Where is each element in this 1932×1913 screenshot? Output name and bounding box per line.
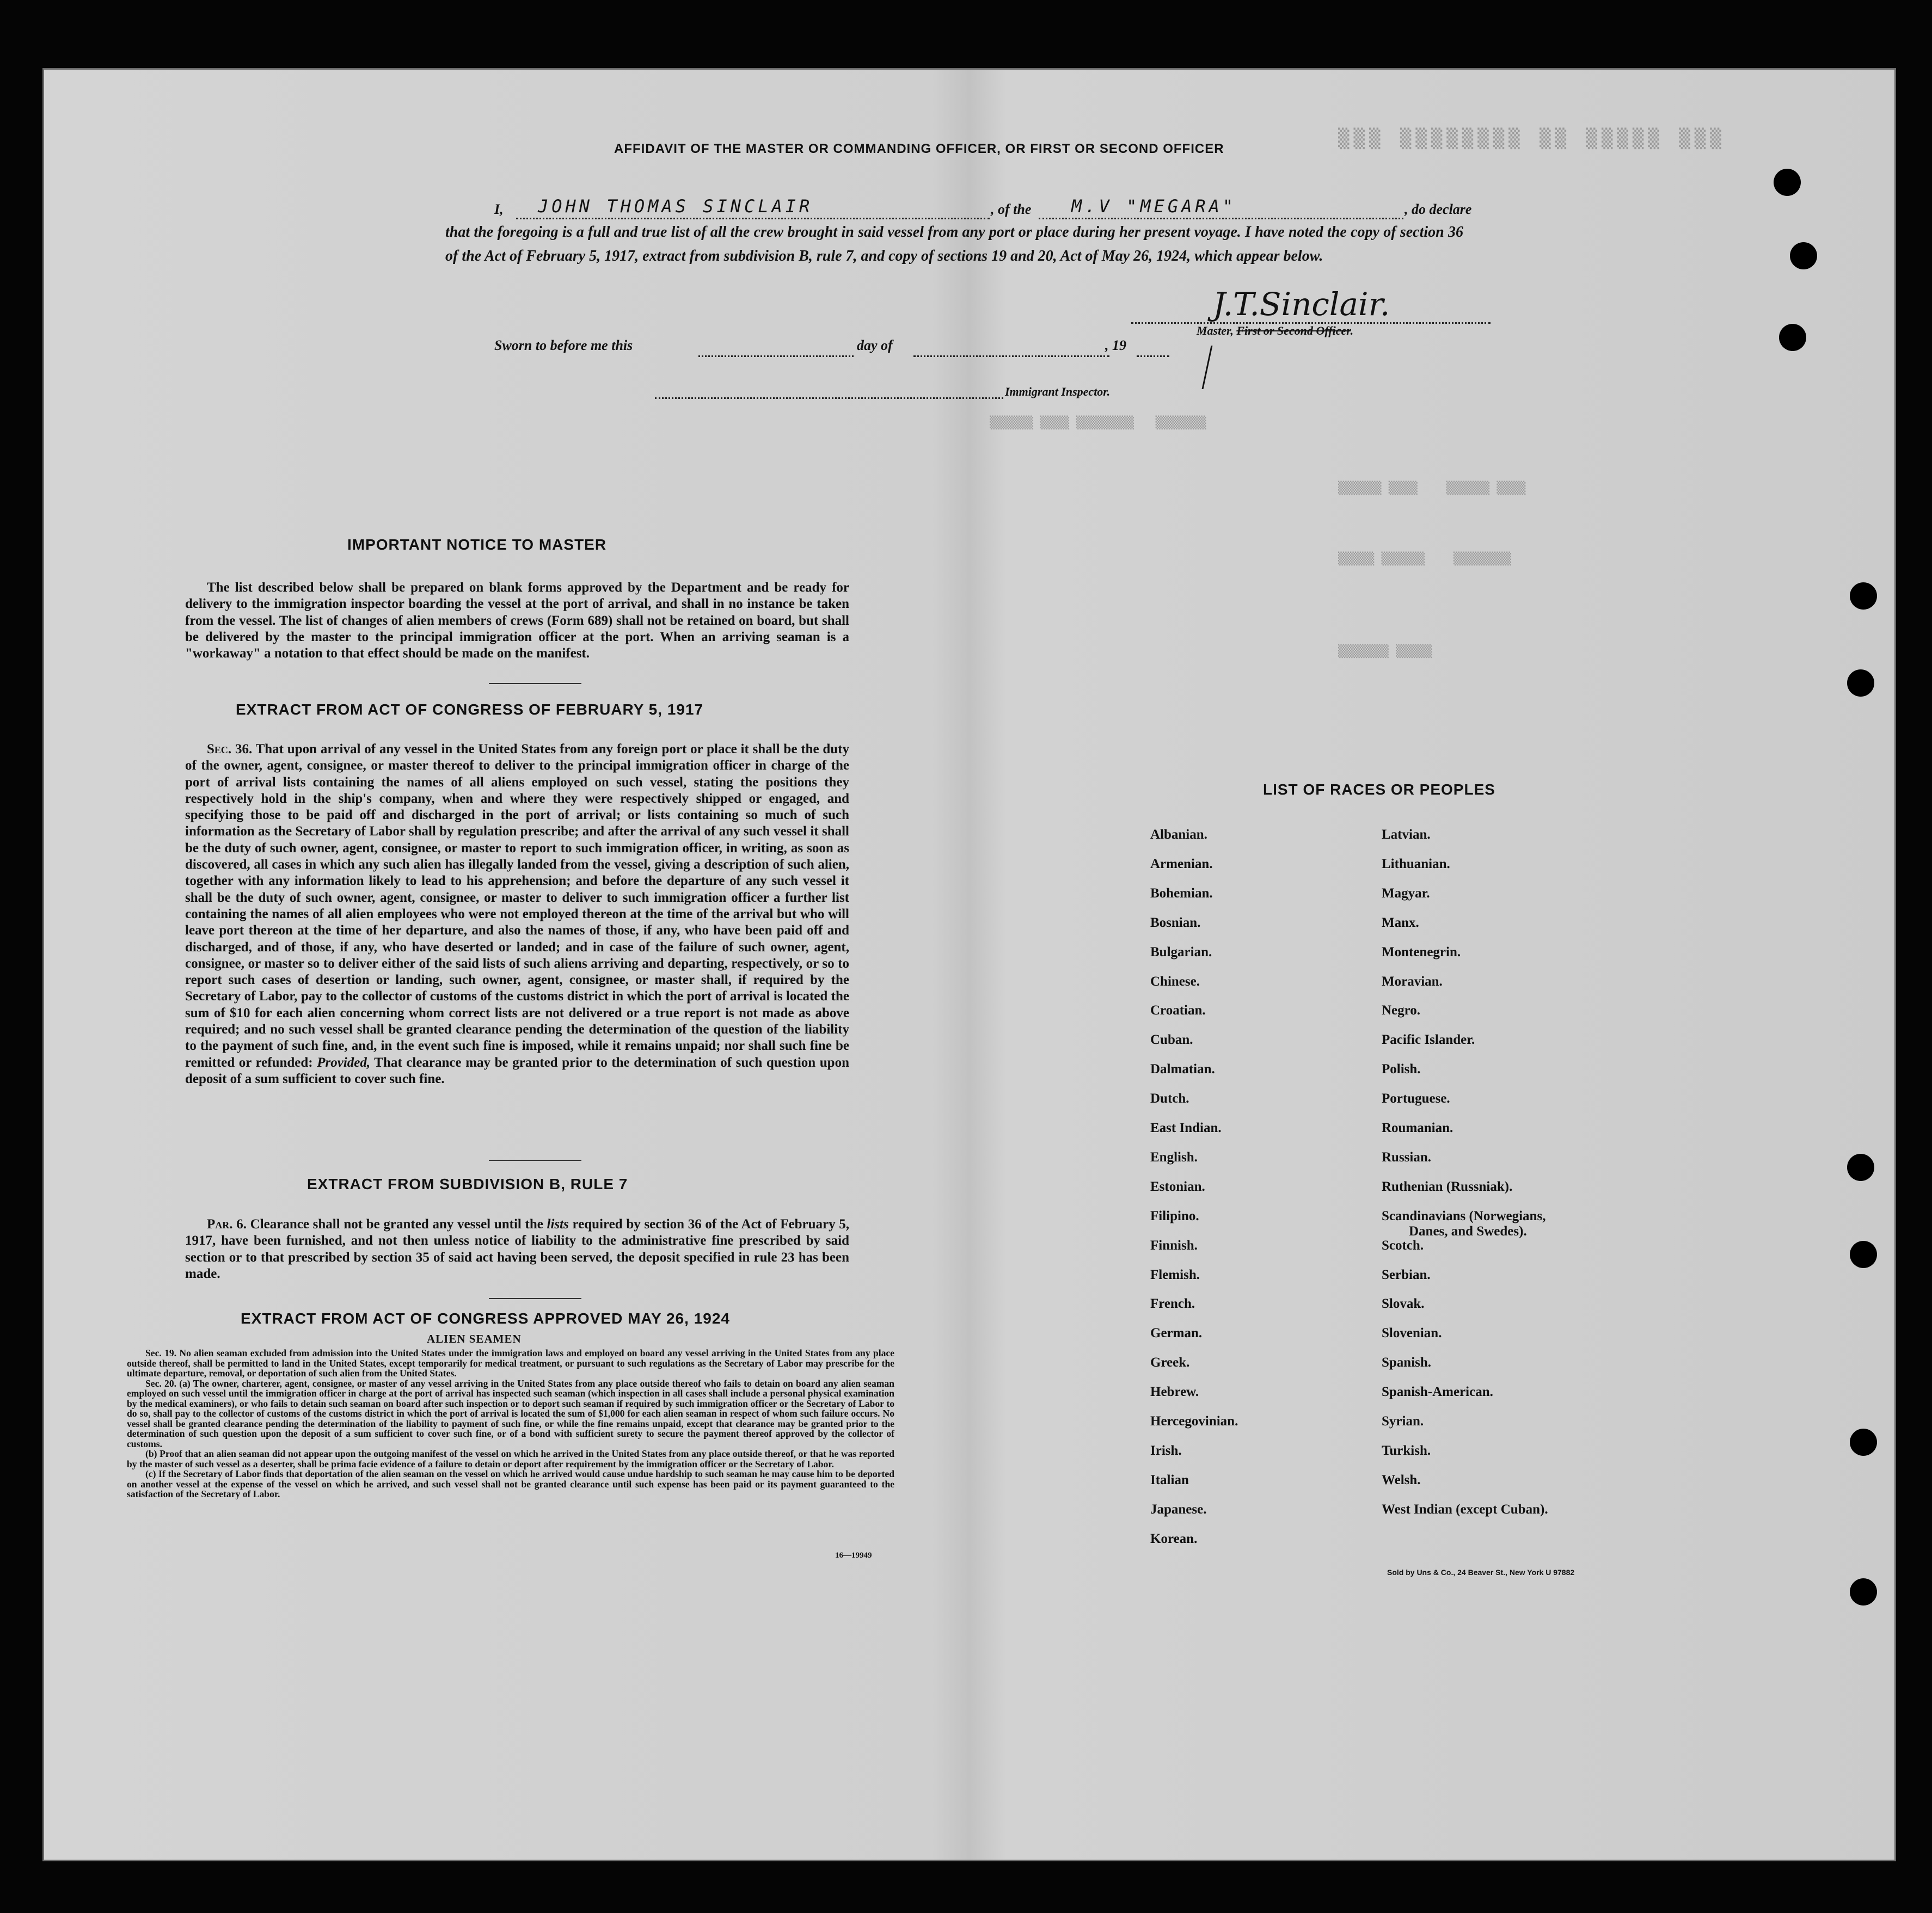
race-item: Magyar.	[1382, 885, 1430, 901]
extract-rule7-title: EXTRACT FROM SUBDIVISION B, RULE 7	[307, 1176, 628, 1192]
race-item: Croatian.	[1150, 1003, 1206, 1018]
form-number: 16—19949	[835, 1551, 872, 1560]
i-label: I,	[494, 201, 504, 217]
inspector-label: Immigrant Inspector.	[1005, 385, 1111, 398]
race-item: Welsh.	[1382, 1472, 1421, 1487]
punch-hole-mark	[1847, 1154, 1874, 1181]
extract-1917-body: Sec. 36. That upon arrival of any vessel in the United States from any foreign port or place it shall be the duty of the owner, agent, consignee, or master thereof to deliver to the principal immigration officer in charge of the port of arrival lists containing the names of all aliens employed on such vessel, stating the positions they respectively hold in the ship's company, when and where they were respectively shipped or engaged, and specifying those to be paid off and discharged in the port of arrival; or lists containing so much of such information as the Secretary of Labor shall by regulation prescribe; and after the arrival of any such vessel it shall be the duty of such owner, agent, consignee, or master to report to such immigration officer, in writing, as soon as discovered, all cases in which any such alien has illegally landed from the vessel, giving a description of such alien, together with any information likely to lead to his apprehension; and before the departure of any such vessel it shall be the duty of such owner, agent, consignee, or master to deliver to such immigration officer a further list containing the names of all alien employees who were not employed thereon at the time of the arrival but who will leave port thereon at the time of her departure, and also the names of those, if any, who have been paid off and discharged, and of those, if any, who have deserted or landed; and in case of the failure of such owner, agent, consignee, or master so to deliver either of the said lists of such aliens arriving and departing, respectively, or so to report such cases of desertion or landing, such owner, agent, consignee, or master shall, if required by the Secretary of Labor, pay to the collector of customs of the customs district in which the port of arrival is located the sum of $10 for each alien concerning whom correct lists are not delivered or a true report is not made as above required; and no such vessel shall be granted clearance pending the determination of the question of the liability to the payment of such fine, and, in the event such fine is imposed, while it remains unpaid; nor shall such fine be remitted or refunded: Provided, That clearance may be granted prior to the determination of such question upon deposit of a sum sufficient to cover such fine.	[185, 742, 849, 1086]
punch-hole-mark	[1850, 582, 1877, 610]
race-item: Moravian.	[1382, 974, 1443, 989]
race-item: English.	[1150, 1149, 1198, 1165]
race-item: Filipino.	[1150, 1208, 1199, 1223]
race-item: West Indian (except Cuban).	[1382, 1502, 1548, 1517]
race-item: Italian	[1150, 1472, 1189, 1487]
inspector-line	[655, 397, 1003, 399]
bleed-through-text: ▒▒▒▒▒▒▒ ▒▒▒▒▒	[1338, 645, 1432, 659]
punch-hole-mark	[1850, 1429, 1877, 1456]
year-fill-line	[1137, 355, 1169, 357]
race-item: Hercegovinian.	[1150, 1414, 1238, 1429]
signature-stroke	[1201, 346, 1234, 389]
signature-image: J.T.Sinclair.	[1213, 286, 1390, 323]
race-item: Cuban.	[1150, 1032, 1193, 1048]
punch-hole-mark	[1779, 324, 1806, 351]
signature-caption: Master, First or Second Officer.	[1197, 324, 1354, 337]
race-item: Pacific Islander.	[1382, 1032, 1475, 1048]
race-item: Flemish.	[1150, 1267, 1200, 1282]
punch-hole-mark	[1850, 1241, 1877, 1268]
race-item: Portuguese.	[1382, 1091, 1450, 1106]
divider	[489, 1298, 581, 1299]
punch-hole-mark	[1850, 1578, 1877, 1606]
of-the-label: , of the	[991, 201, 1032, 217]
race-item: East Indian.	[1150, 1121, 1222, 1135]
race-item: Greek.	[1150, 1355, 1190, 1370]
bleed-through-text: ▒▒▒▒▒ ▒▒▒▒▒▒ ▒▒▒▒▒▒▒▒	[1338, 552, 1511, 566]
race-item: Estonian.	[1150, 1179, 1205, 1194]
race-item: Slovenian.	[1382, 1326, 1442, 1341]
race-item-continuation: Danes, and Swedes).	[1409, 1223, 1527, 1239]
day-of-label: day of	[857, 337, 893, 353]
printer-imprint: Sold by Uns & Co., 24 Beaver St., New York U 97882	[1387, 1568, 1575, 1577]
race-item: Dalmatian.	[1150, 1062, 1215, 1077]
race-item: Negro.	[1382, 1003, 1421, 1018]
divider	[489, 683, 581, 684]
sworn-label: Sworn to before me this	[494, 337, 633, 353]
race-item: French.	[1150, 1296, 1195, 1312]
punch-hole-mark	[1790, 242, 1817, 269]
race-item: Japanese.	[1150, 1502, 1207, 1517]
bleed-through-text: ▒▒▒ ▒▒▒▒▒▒▒▒ ▒▒ ▒▒▒▒▒ ▒▒▒	[1338, 128, 1726, 150]
vessel-name-field: M.V "MEGARA"	[1071, 196, 1237, 217]
do-declare-label: , do declare	[1404, 201, 1472, 217]
declaration-text: that the foregoing is a full and true list of all the crew brought in said vessel from any port or place during her present voyage. I have noted the copy of section 36 of the Act of February 5, 1917, extract from subdivision B, rule 7, and copy of sections 19 and 20, Act of May 26, 1924, which appear below.	[445, 224, 1463, 265]
document-sheet	[42, 68, 1896, 1861]
affidavit-heading: AFFIDAVIT OF THE MASTER OR COMMANDING OFFICER, OR FIRST OR SECOND OFFICER	[614, 142, 1224, 156]
race-item: Lithuanian.	[1382, 856, 1450, 871]
race-item: Serbian.	[1382, 1267, 1431, 1282]
race-item: Korean.	[1150, 1531, 1198, 1546]
bleed-through-text: ▒▒▒▒▒▒ ▒▒▒▒ ▒▒▒▒▒▒ ▒▒▒▒	[1338, 482, 1526, 495]
notice-title: IMPORTANT NOTICE TO MASTER	[347, 536, 607, 553]
extract-rule7-body: Par. 6. Clearance shall not be granted any vessel until the lists required by section 36 of the Act of February 5, 1917, have been furnished, and not then unless notice of liability to the administrative fine prescribed by said section or to that prescribed by section 35 of said act having been served, the deposit specified in rule 23 has been made.	[185, 1217, 850, 1281]
race-item: Syrian.	[1382, 1414, 1424, 1429]
notice-body: The list described below shall be prepared on blank forms approved by the Department and be ready for delivery to the immigration inspector boarding the vessel at the port of arrival, and shall in no instance be taken from the vessel. The list of changes of alien members of crews (Form 689) shall not be retained on board, but shall be delivered by the master to the principal immigration officer at the port. When an arriving seaman is a "workaway" a notation to that effect should be made on the manifest.	[185, 580, 849, 661]
race-item: Dutch.	[1150, 1091, 1189, 1106]
race-item: Scotch.	[1382, 1238, 1424, 1253]
extract-1917-title: EXTRACT FROM ACT OF CONGRESS OF FEBRUARY 5, 1917	[236, 701, 704, 718]
race-item: Bulgarian.	[1150, 944, 1212, 959]
year-prefix-label: , 19	[1105, 337, 1126, 353]
race-item: Hebrew.	[1150, 1385, 1199, 1400]
name-fill-line	[516, 218, 990, 219]
punch-hole-mark	[1774, 169, 1801, 196]
race-item: Chinese.	[1150, 974, 1200, 989]
sworn-month-line	[913, 355, 1109, 357]
race-item: Spanish.	[1382, 1355, 1432, 1370]
race-item: Irish.	[1150, 1443, 1182, 1458]
punch-hole-mark	[1847, 669, 1874, 697]
race-item: Scandinavians (Norwegians,	[1382, 1208, 1546, 1223]
race-item: Slovak.	[1382, 1296, 1425, 1312]
races-title: LIST OF RACES OR PEOPLES	[1263, 781, 1495, 798]
race-item: Bosnian.	[1150, 915, 1201, 930]
race-item: Roumanian.	[1382, 1121, 1453, 1135]
master-name-field: JOHN THOMAS SINCLAIR	[538, 196, 813, 217]
race-item: German.	[1150, 1326, 1203, 1341]
extract-1924-title: EXTRACT FROM ACT OF CONGRESS APPROVED MAY 26, 1924	[241, 1310, 730, 1327]
race-item: Montenegrin.	[1382, 944, 1461, 959]
race-item: Spanish-American.	[1382, 1385, 1493, 1400]
race-item: Turkish.	[1382, 1443, 1431, 1458]
extract-1924-subtitle: ALIEN SEAMEN	[427, 1332, 522, 1345]
race-item: Bohemian.	[1150, 885, 1213, 901]
race-item: Armenian.	[1150, 856, 1213, 871]
race-item: Russian.	[1382, 1149, 1432, 1165]
bleed-through-text: ▒▒▒▒▒▒ ▒▒▒▒ ▒▒▒▒▒▒▒▒ ▒▒▒▒▒▒▒	[990, 416, 1206, 430]
race-item: Latvian.	[1382, 827, 1431, 842]
extract-1924-body: Sec. 19. No alien seaman excluded from admission into the United States under the immigration laws and employed on board any vessel arriving in the United States from any place outside thereof, shall be permitted to land in the United States, except temporarily for medical treatment, or pursuant to such regulations as the Secretary of Labor may prescribe for the ultimate departure, removal, or deportation of such alien from the United States. Sec. 20. (a) The owner, charterer, agent, consignee, or master of any vessel arriving in the United States from any place outside thereof who fails to detain on board any alien seaman employed on such vessel until the immigration officer in charge at the port of arrival has inspected such seaman (which inspection in all cases shall include a personal physical examination by the medical examiners), or who fails to detain such seaman on board after such inspection or to deport such seaman if required by such immigration officer or the Secretary of Labor to do so, shall pay to the collector of customs of the customs district in which the port of arrival is located the sum of $1,000 for each alien seaman in respect of whom such failure occurs. No vessel shall be granted clearance pending the determination of the liability to payment of such fine, or while the fine remains unpaid, except that clearance may be granted prior to the determination of such question upon the deposit of a sum sufficient to cover such fine, or of a bond with sufficient surety to secure the payment thereof approved by the collector of customs. (b) Proof that an alien seaman did not appear upon the outgoing manifest of the vessel on which he arrived in the United States from any place outside thereof, or that he was reported by the master of such vessel as a deserter, shall be prima facie evidence of a failure to detain or deport after requirement by the immigration officer or the Secretary of Labor. (c) If the Secretary of Labor finds that deportation of the alien seaman on the vessel on which he arrived would cause undue hardship to such seaman he may cause him to be deported on another vessel at the expense of the vessel on which he arrived, and such vessel shall not be granted clearance until such expense has been paid or its payment guaranteed to the satisfaction of the Secretary of Labor.	[127, 1348, 894, 1499]
vessel-fill-line	[1039, 218, 1403, 219]
race-item: Ruthenian (Russniak).	[1382, 1179, 1513, 1194]
divider	[489, 1160, 581, 1161]
race-item: Albanian.	[1150, 827, 1207, 842]
race-item: Manx.	[1382, 915, 1419, 930]
race-item: Polish.	[1382, 1062, 1421, 1077]
race-item: Finnish.	[1150, 1238, 1198, 1253]
sworn-day-line	[698, 355, 854, 357]
